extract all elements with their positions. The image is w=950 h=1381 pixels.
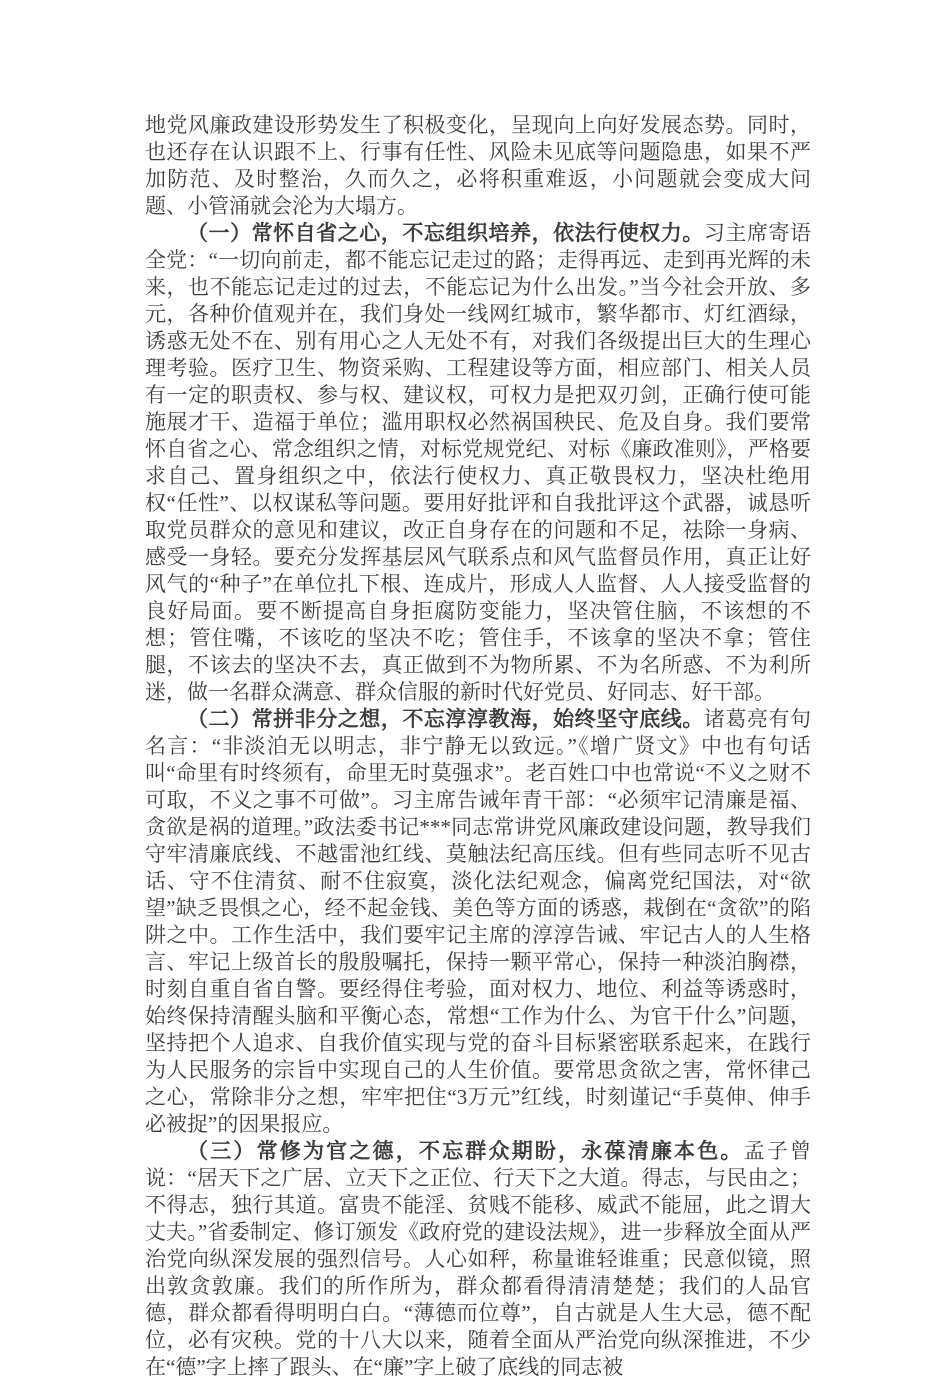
paragraph-section-1 xyxy=(145,220,811,706)
paragraph-text: 诸葛亮有句名言：“非淡泊无以明志，非宁静无以致远。”《增广贤文》中也有句话叫“命里有时终须有，命里无时莫强求”。老百姓口中也常说“不义之财不可取，不义之事不可做”。习主席告诫年青干部：“必须牢记清廉是福、贪欲是祸的道理。”政法委书记***同志常讲党风廉政建设问题，教导我们守牢清廉底线、不越雷池红线、莫触法纪高压线。但有些同志听不见古话、守不住清贫、耐不住寂寞，淡化法纪观念，偏离党纪国法，对“欲望”缺乏畏惧之心，经不起金钱、美色等方面的诱惑，栽倒在“贪欲”的陷阱之中。工作生活中，我们要牢记主席的淳淳告诫、牢记古人的人生格言、牢记上级首长的殷殷嘱托，保持一颗平常心，保持一种淡泊胸襟，时刻自重自省自警。要经得住考验，面对权力、地位、利益等诱惑时，始终保持清醒头脑和平衡心态，常想“工作为什么、为官干什么”问题，坚持把个人追求、自我价值实现与党的奋斗目标紧密联系起来，在践行为人民服务的宗旨中实现自己的人生价值。要常思贪欲之害，常怀律己之心，常除非分之想，牢牢把住“3万元”红线，时刻谨记“手莫伸、伸手必被捉”的因果报应。 xyxy=(145,707,812,1136)
paragraph-section-3 xyxy=(145,1138,811,1381)
paragraph-text: 习主席寄语全党：“一切向前走，都不能忘记走过的路；走得再远、走到再光辉的未来，也不能忘记走过的过去，不能忘记为什么出发。”当今社会开放、多元，各种价值观并在，我们身处一线网红城市，繁华都市、灯红酒绿，诱惑无处不在、别有用心之人无处不有，对我们各级提出巨大的生理心理考验。医疗卫生、物资采购、工程建设等方面，相应部门、相关人员有一定的职责权、参与权、建议权，可权力是把双刃剑，正确行使可能施展才干、造福于单位；滥用职权必然祸国秧民、危及自身。我们要常怀自省之心、常念组织之情，对标党规党纪、对标《廉政准则》，严格要求自己、置身组织之中，依法行使权力、真正敬畏权力，坚决杜绝用权“任性”、以权谋私等问题。要用好批评和自我批评这个武器，诚恳听取党员群众的意见和建议，改正自身存在的问题和不足，祛除一身病、感受一身轻。要充分发挥基层风气联系点和风气监督员作用，真正让好风气的“种子”在单位扎下根、连成片，形成人人监督、人人接受监督的良好局面。要不断提高自身拒腐防变能力，坚决管住脑，不该想的不想；管住嘴，不该吃的坚决不吃；管住手，不该拿的坚决不拿；管住腿，不该去的坚决不去，真正做到不为物所累、不为名所惑、不为利所迷，做一名群众满意、群众信服的新时代好党员、好同志、好干部。 xyxy=(145,221,812,704)
section-1-heading: （一）常怀自省之心，不忘组织培养，依法行使权力。 xyxy=(187,221,704,245)
document-page xyxy=(145,112,811,1381)
paragraph-section-2 xyxy=(145,706,811,1138)
section-3-heading: （三）常修为官之德，不忘群众期盼，永葆清廉本色。 xyxy=(187,1139,744,1163)
paragraph-text: 孟子曾说：“居天下之广居、立天下之正位、行天下之大道。得志，与民由之；不得志，独行其道。富贵不能淫、贫贱不能移、威武不能屈，此之谓大丈夫。”省委制定、修订颁发《政府党的建设法规》，进一步释放全面从严治党向纵深发展的强烈信号。人心如秤，称量谁轻谁重；民意似镜，照出敦贪敦廉。我们的所作所为，群众都看得清清楚楚；我们的人品官德，群众都看得明明白白。“薄德而位尊”，自古就是人生大忌，德不配位，必有灾秧。党的十八大以来，随着全面从严治党向纵深推进，不少在“德”字上摔了跟头、在“廉”字上破了底线的同志被 xyxy=(145,1139,812,1379)
paragraph-text: 地党风廉政建设形势发生了积极变化，呈现向上向好发展态势。同时，也还存在认识跟不上、行事有任性、风险未见底等问题隐患，如果不严加防范、及时整治，久而久之，必将积重难返，小问题就会变成大问题、小管涌就会沦为大塌方。 xyxy=(145,113,811,218)
section-2-heading: （二）常拼非分之想，不忘淳淳教海，始终坚守底线。 xyxy=(187,707,704,731)
paragraph-continuation xyxy=(145,112,811,220)
